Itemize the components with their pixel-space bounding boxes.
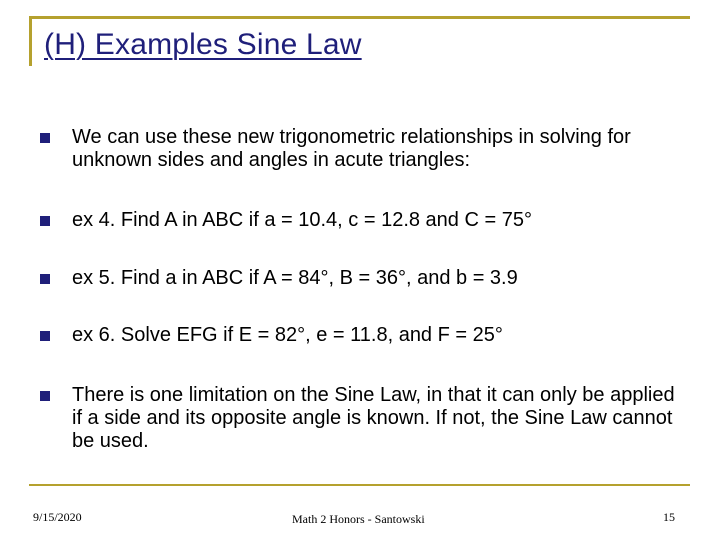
slide-title: (H) Examples Sine Law (44, 28, 362, 61)
footer-page-number: 15 (663, 510, 675, 524)
footer-date: 9/15/2020 (33, 510, 82, 524)
bullet-item (40, 324, 690, 347)
footer-course: Math 2 Honors - Santowski (292, 512, 425, 526)
decorative-top-line (29, 16, 690, 19)
bullet-text: There is one limitation on the Sine Law, in that it can only be applied if a side and its opposite angle is known. If not, the Sine Law cannot be used. (72, 384, 675, 452)
square-bullet-icon (40, 133, 50, 143)
bullet-text: ex 4. Find A in ABC if a = 10.4, c = 12.8 and C = 75° (72, 209, 532, 231)
bullet-text: ex 6. Solve EFG if E = 82°, e = 11.8, and F = 25° (72, 324, 503, 346)
decorative-bottom-line (29, 484, 690, 486)
decorative-vertical-line (29, 16, 32, 66)
square-bullet-icon (40, 216, 50, 226)
square-bullet-icon (40, 331, 50, 341)
bullet-item (40, 267, 690, 290)
bullet-item (40, 209, 690, 232)
square-bullet-icon (40, 391, 50, 401)
bullet-text: We can use these new trigonometric relationships in solving for unknown sides and angles in acute triangles: (72, 126, 631, 171)
square-bullet-icon (40, 274, 50, 284)
bullet-text: ex 5. Find a in ABC if A = 84°, B = 36°, and b = 3.9 (72, 267, 518, 289)
bullet-item (40, 384, 690, 453)
bullet-item (40, 126, 690, 172)
